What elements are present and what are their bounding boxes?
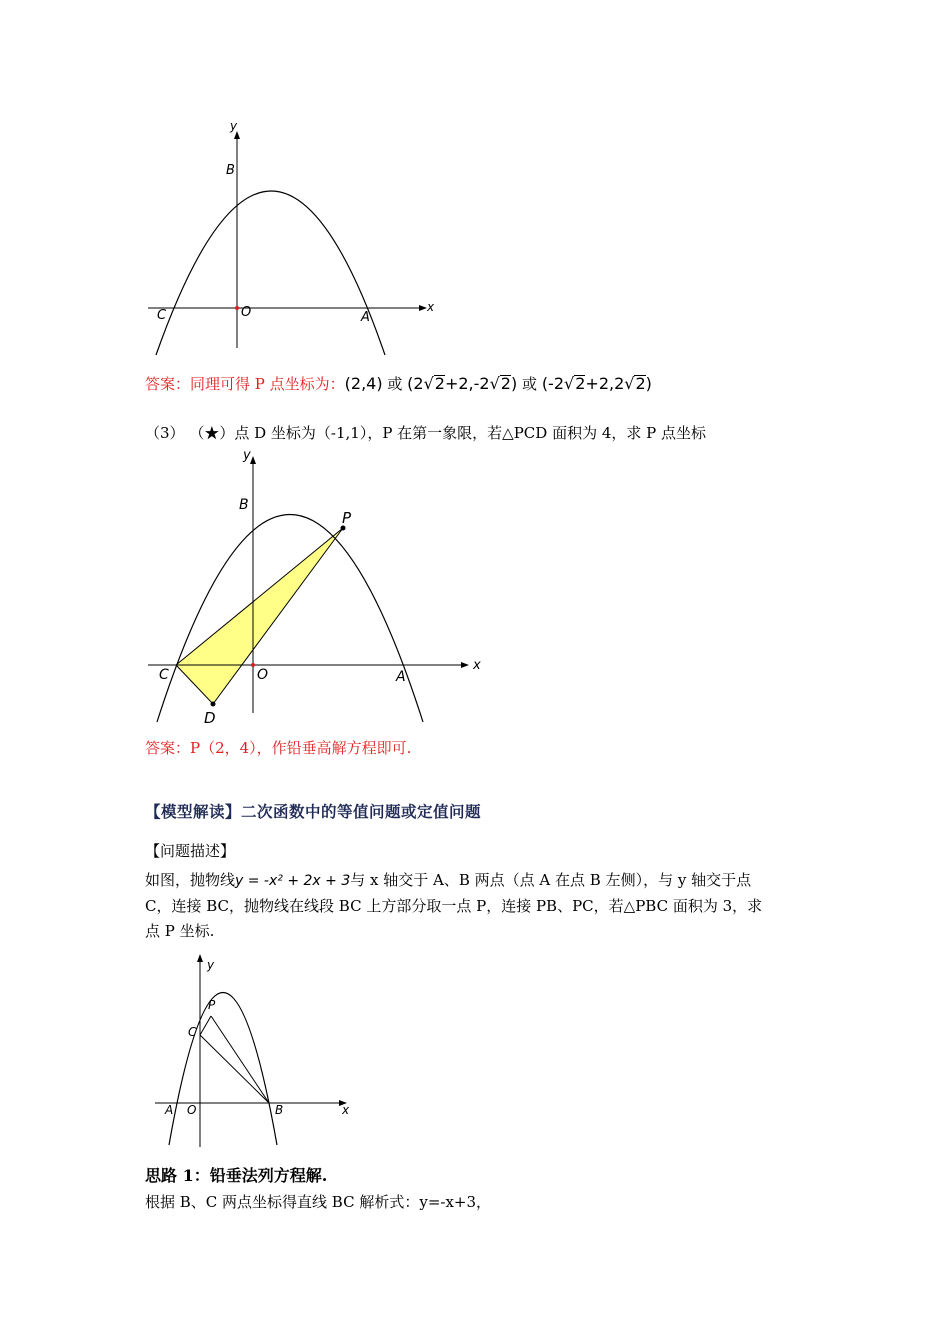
- point-D: [211, 702, 216, 707]
- answer-1-option-1: (2,4): [344, 374, 383, 393]
- origin-point: [251, 663, 255, 667]
- model-heading: 【模型解读】二次函数中的等值问题或定值问题: [145, 802, 482, 821]
- label-C: C: [159, 667, 169, 683]
- x-axis-arrow: [419, 305, 427, 311]
- label-D: D: [204, 709, 216, 727]
- answer-1: [145, 373, 652, 395]
- idea-1-heading: 思路 1：铅垂法列方程解.: [145, 1166, 328, 1185]
- x-axis-arrow: [461, 662, 469, 668]
- problem-paragraph: [145, 868, 815, 944]
- answer-2: 答案：P（2，4），作铅垂高解方程即可.: [145, 739, 412, 757]
- parabola-figure-3: [150, 952, 370, 1157]
- label-C: C: [188, 1025, 197, 1039]
- parabola-figure-2: [140, 445, 490, 730]
- answer-1-or-1: 或: [387, 375, 403, 393]
- label-A: A: [165, 1103, 174, 1117]
- answer-1-option-2: (2√2+2,-2√2): [407, 374, 518, 393]
- label-y: y: [230, 119, 238, 133]
- label-y: y: [207, 958, 215, 972]
- answer-1-prefix: 答案：同理可得 P 点坐标为：: [145, 375, 345, 393]
- question-3-number: （3）: [145, 424, 185, 442]
- segment-PC: [200, 1016, 211, 1035]
- parabola-figure-1: [140, 115, 450, 360]
- problem-line-1: 如图，抛物线y = -x² + 2x + 3与 x 轴交于 A、B 两点（点 A 在点 B 左侧），与 y 轴交于点: [145, 871, 752, 889]
- label-A: A: [396, 669, 406, 685]
- problem-label: 【问题描述】: [145, 842, 236, 860]
- label-O: O: [187, 1103, 197, 1117]
- label-y: y: [243, 448, 251, 463]
- y-axis-arrow: [250, 456, 256, 464]
- label-x: x: [342, 1103, 350, 1117]
- answer-1-or-2: 或: [522, 375, 538, 393]
- label-B: B: [275, 1103, 284, 1117]
- problem-line-3: 点 P 坐标.: [145, 922, 215, 940]
- label-A: A: [361, 310, 370, 325]
- label-B: B: [239, 497, 249, 513]
- label-O: O: [241, 305, 252, 320]
- label-P: P: [208, 998, 216, 1012]
- y-axis-arrow: [197, 954, 203, 962]
- label-O: O: [257, 667, 269, 683]
- idea-1-text: 根据 B、C 两点坐标得直线 BC 解析式：y=-x+3，: [145, 1193, 492, 1211]
- label-C: C: [157, 308, 167, 323]
- parabola-equation: y = -x² + 2x + 3: [235, 873, 351, 889]
- label-x: x: [473, 658, 481, 673]
- parabola-curve: [156, 191, 385, 355]
- label-x: x: [427, 300, 435, 314]
- parabola-curve: [169, 993, 277, 1146]
- segment-PB: [211, 1016, 269, 1103]
- question-3-text: （★）点 D 坐标为（-1,1），P 在第一象限，若△PCD 面积为 4，求 P 点坐标: [189, 424, 707, 442]
- segment-BC: [200, 1035, 269, 1103]
- problem-line-2: C，连接 BC，抛物线在线段 BC 上方部分取一点 P，连接 PB、PC，若△PBC 面积为 3，求: [145, 897, 763, 915]
- label-B: B: [226, 163, 235, 178]
- parabola-curve: [157, 515, 423, 723]
- answer-1-option-3: (-2√2+2,2√2): [541, 374, 652, 393]
- origin-point: [235, 306, 239, 310]
- question-3: [145, 422, 706, 444]
- label-P: P: [342, 509, 352, 527]
